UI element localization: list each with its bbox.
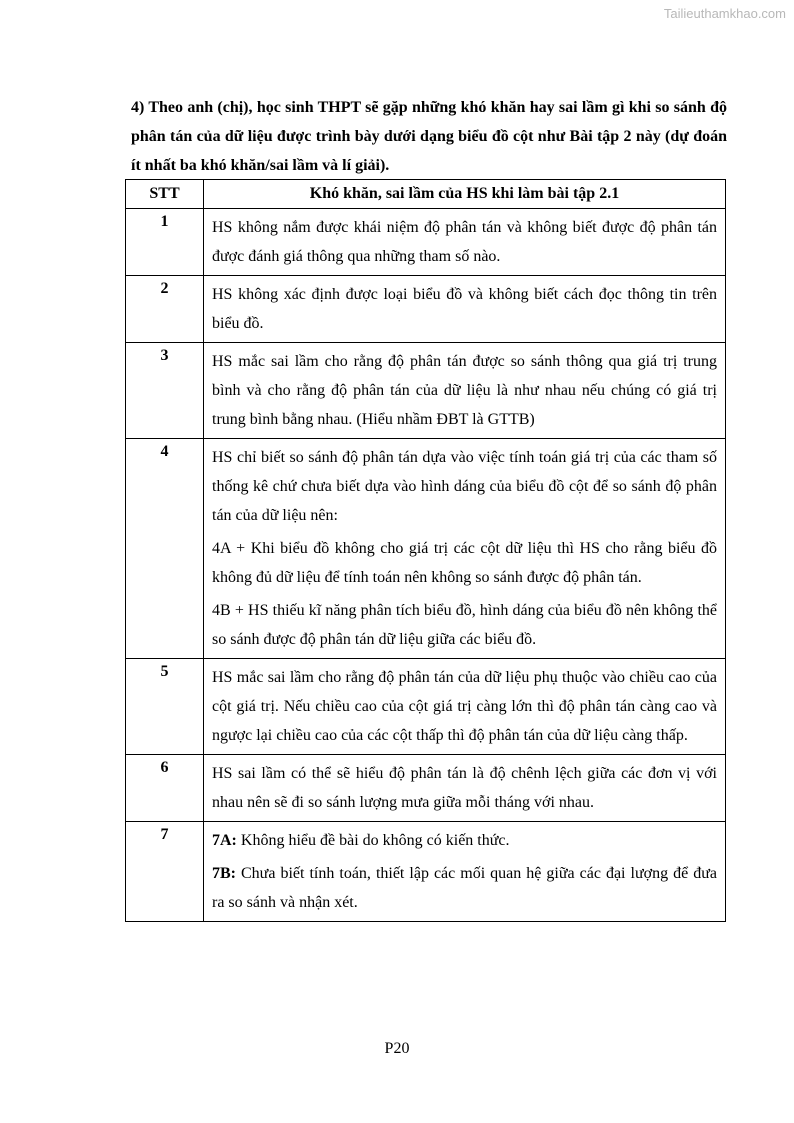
row-number: 3 [126,343,204,439]
table-row [126,822,726,922]
header-stt: STT [126,180,204,209]
row-content [204,755,726,822]
row-paragraph: HS chỉ biết so sánh độ phân tán dựa vào việc tính toán giá trị của các tham số thống kê chứ chưa biết dựa vào hình dáng của biểu đồ cột để so sánh độ phân tán của dữ liệu nên: [212,449,717,524]
table-row [126,755,726,822]
table-header-row [126,180,726,209]
sub-item-label: 7A: [212,832,237,849]
table-row [126,209,726,276]
row-number: 5 [126,659,204,755]
sub-item-text: Chưa biết tính toán, thiết lập các mối quan hệ giữa các đại lượng để đưa ra so sánh và nhận xét. [212,865,717,911]
difficulties-table [125,179,726,922]
row-paragraph: 4B + HS thiếu kĩ năng phân tích biểu đồ, hình dáng của biểu đồ nên không thể so sánh được độ phân tán dữ liệu giữa các biểu đồ. [212,602,717,648]
row-number: 4 [126,439,204,659]
row-number: 1 [126,209,204,276]
sub-item-label: 7B: [212,865,236,882]
table-row [126,659,726,755]
row-paragraph: HS sai lầm có thể sẽ hiểu độ phân tán là độ chênh lệch giữa các đơn vị với nhau nên sẽ đi so sánh lượng mưa giữa mỗi tháng với nhau. [212,765,717,811]
row-paragraph: HS không xác định được loại biểu đồ và không biết cách đọc thông tin trên biểu đồ. [212,286,717,332]
row-paragraph: HS không nắm được khái niệm độ phân tán và không biết được độ phân tán được đánh giá thông qua những tham số nào. [212,219,717,265]
row-paragraph [212,826,717,855]
row-paragraph: HS mắc sai lầm cho rằng độ phân tán được so sánh thông qua giá trị trung bình và cho rằng độ phân tán của dữ liệu là như nhau nếu chúng có giá trị trung bình bằng nhau. (Hiểu nhầm ĐBT là GTTB) [212,353,717,428]
row-number: 7 [126,822,204,922]
sub-item-text: Không hiểu đề bài do không có kiến thức. [236,832,510,849]
table-row [126,276,726,343]
row-paragraph [212,859,717,917]
row-content [204,276,726,343]
row-content [204,439,726,659]
row-content [204,343,726,439]
header-description: Khó khăn, sai lầm của HS khi làm bài tập 2.1 [204,180,726,209]
watermark: Tailieuthamkhao.com [663,6,786,21]
row-number: 2 [126,276,204,343]
table-row [126,439,726,659]
row-paragraph: HS mắc sai lầm cho rằng độ phân tán của dữ liệu phụ thuộc vào chiều cao của cột giá trị. Nếu chiều cao của cột giá trị càng lớn thì độ phân tán càng cao và ngược lại chiều cao của các cột thấp thì độ phân tán của dữ liệu càng thấp. [212,669,717,744]
row-content [204,822,726,922]
row-paragraph: 4A + Khi biểu đồ không cho giá trị các cột dữ liệu thì HS cho rằng biểu đồ không đủ dữ liệu để tính toán nên không so sánh được độ phân tán. [212,540,717,586]
table-row [126,343,726,439]
page-number: P20 [384,1040,410,1057]
row-content [204,659,726,755]
question-text: 4) Theo anh (chị), học sinh THPT sẽ gặp những khó khăn hay sai lầm gì khi so sánh độ phân tán của dữ liệu được trình bày dưới dạng biểu đồ cột như Bài tập 2 này (dự đoán ít nhất ba khó khăn/sai lầm và lí giải). [131,99,727,174]
row-number: 6 [126,755,204,822]
row-content [204,209,726,276]
